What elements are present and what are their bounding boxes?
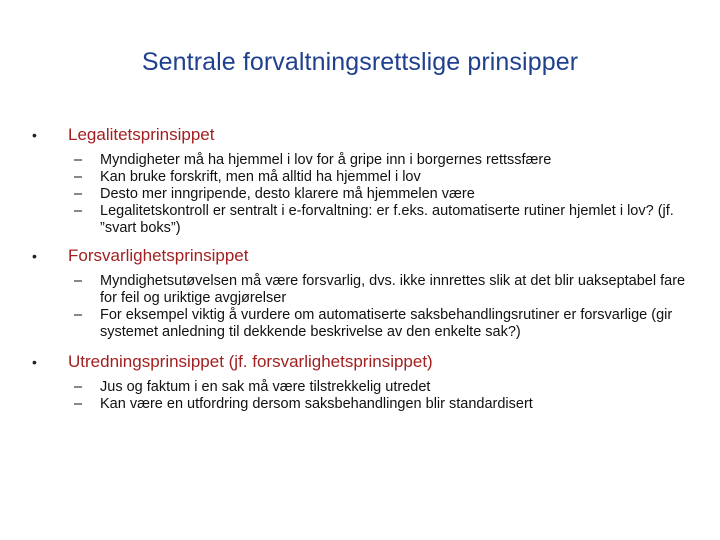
slide-content <box>30 124 700 413</box>
section-heading <box>30 351 700 373</box>
heading-text: Utredningsprinsippet (jf. forsvarlighetsprinsippet) <box>68 352 433 371</box>
section-forsvarlighet <box>30 245 700 341</box>
sub-list <box>30 273 700 341</box>
list-item-text: Myndigheter må ha hjemmel i lov for å gripe inn i borgernes rettssfære <box>100 152 552 168</box>
list-item <box>30 307 700 341</box>
dash-icon: – <box>74 152 83 168</box>
dash-icon: – <box>74 169 83 185</box>
list-item <box>30 379 700 396</box>
dash-icon: – <box>74 379 83 395</box>
list-item <box>30 152 700 169</box>
bullet-icon: • <box>32 248 37 264</box>
section-legalitet <box>30 124 700 237</box>
bullet-icon: • <box>32 354 37 370</box>
list-item <box>30 273 700 307</box>
sub-list <box>30 152 700 237</box>
slide-title: Sentrale forvaltningsrettslige prinsipper <box>141 48 579 76</box>
list-item <box>30 186 700 203</box>
dash-icon: – <box>74 186 83 202</box>
section-heading <box>30 245 700 267</box>
heading-text: Legalitetsprinsippet <box>68 125 215 144</box>
dash-icon: – <box>74 307 83 323</box>
list-item <box>30 396 700 413</box>
list-item-text: Desto mer inngripende, desto klarere må hjemmelen være <box>100 186 475 202</box>
bullet-icon: • <box>32 127 37 143</box>
list-item-text: Kan være en utfordring dersom saksbehandlingen blir standardisert <box>100 396 533 412</box>
sub-list <box>30 379 700 413</box>
dash-icon: – <box>74 396 83 412</box>
heading-text: Forsvarlighetsprinsippet <box>68 246 249 265</box>
list-item <box>30 203 700 237</box>
list-item-text: Myndighetsutøvelsen må være forsvarlig, dvs. ikke innrettes slik at det blir uakseptabel fare for feil og uriktige avgjørelser <box>100 273 686 306</box>
list-item-text: For eksempel viktig å vurdere om automatiserte saksbehandlingsrutiner er forsvarlige (gir systemet anledning til dekkende beskrivelse av den enkelte sak?) <box>100 307 673 340</box>
list-item-text: Kan bruke forskrift, men må alltid ha hjemmel i lov <box>100 169 421 185</box>
list-item-text: Jus og faktum i en sak må være tilstrekkelig utredet <box>100 379 431 395</box>
dash-icon: – <box>74 273 83 289</box>
section-heading <box>30 124 700 146</box>
dash-icon: – <box>74 203 83 219</box>
list-item <box>30 169 700 186</box>
section-utredning <box>30 351 700 413</box>
list-item-text: Legalitetskontroll er sentralt i e-forvaltning: er f.eks. automatiserte rutiner hjemlet i lov? (jf. ”svart boks”) <box>100 203 674 236</box>
